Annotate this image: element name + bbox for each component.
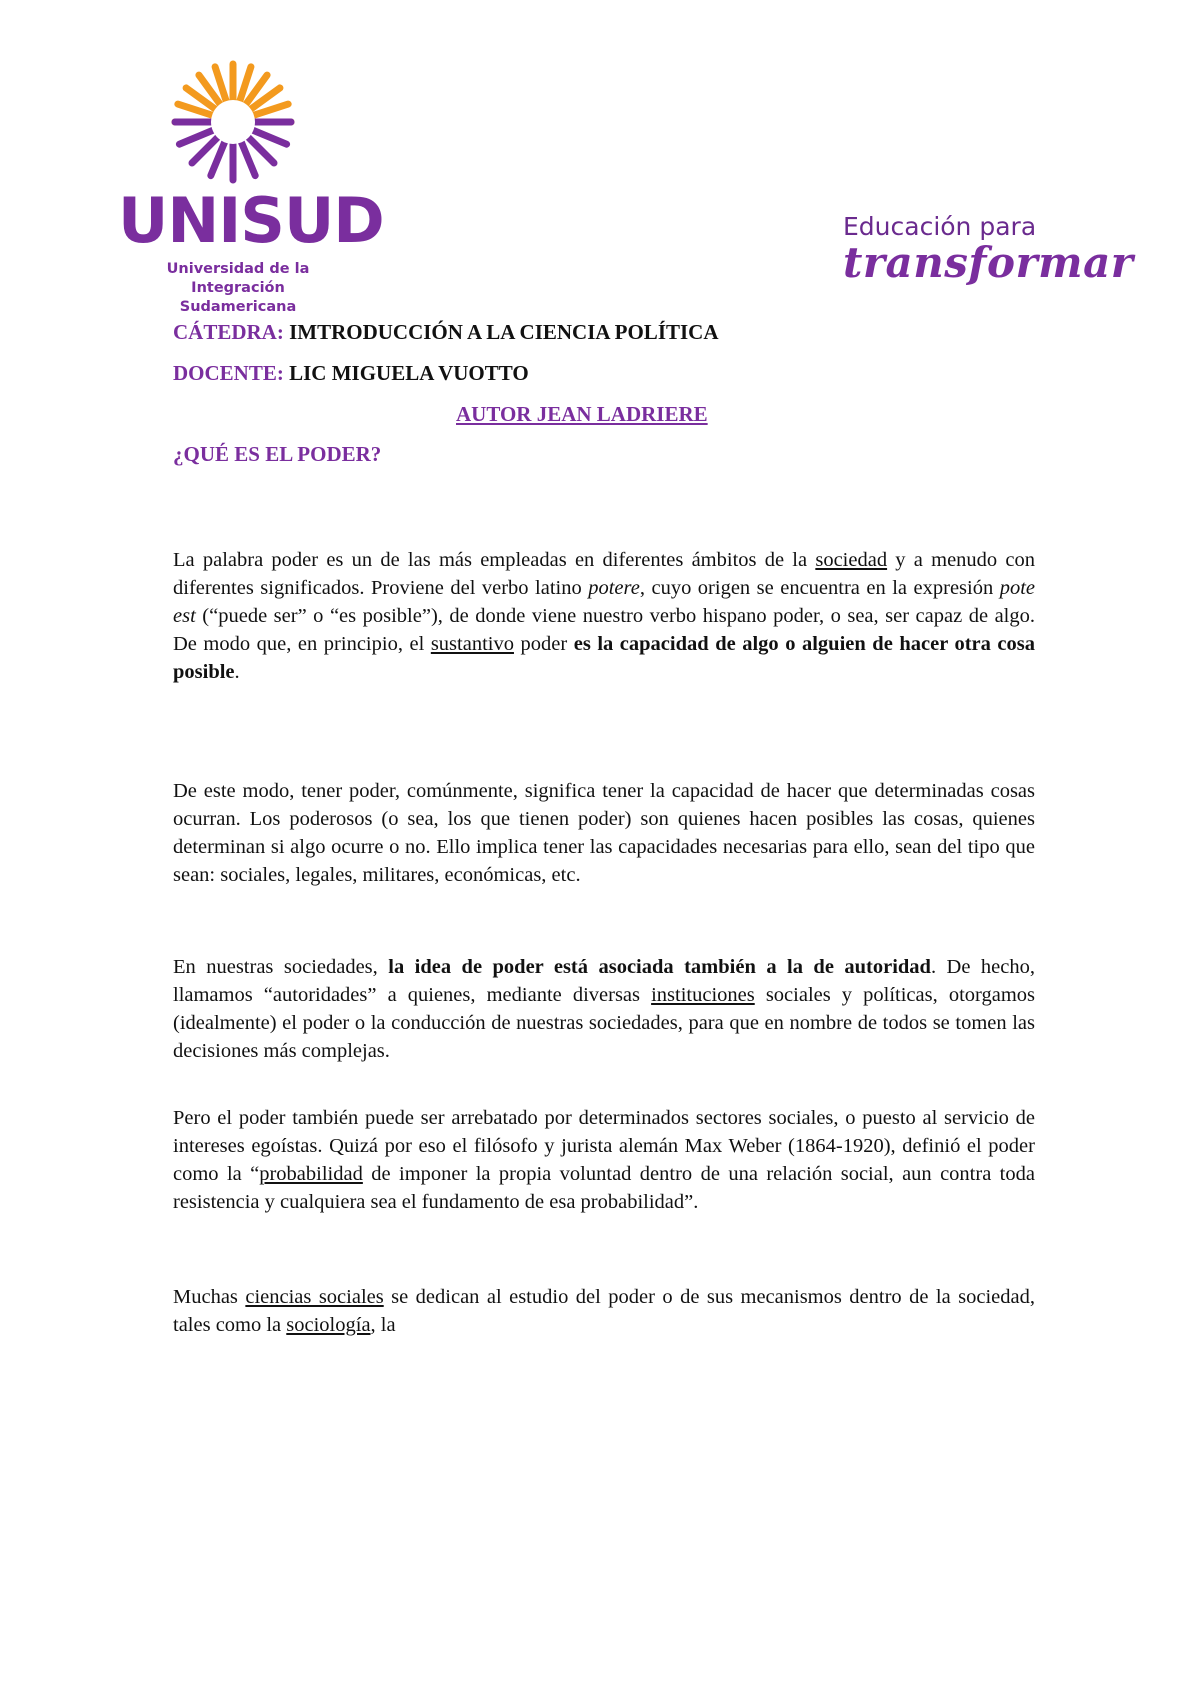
p3-text-a: En nuestras sociedades,: [173, 956, 389, 978]
p1-text-f: .: [234, 661, 240, 683]
p3-text-c: sociales y políticas, otorgamos (idealmente) el poder o la conducción de nuestras sociedades, para que en nombre de todos se tomen las decisiones más complejas.: [173, 984, 1035, 1062]
paragraph-5: [173, 1283, 1035, 1339]
link-sustantivo[interactable]: sustantivo: [430, 633, 514, 655]
p1-bold: es la capacidad de algo o alguien de hacer otra cosa posible: [173, 633, 1035, 683]
logo-brand-name: UNISUD: [118, 184, 384, 257]
docente-line: [173, 360, 529, 386]
sun-ray-purple: [211, 142, 225, 175]
p5-text-a: Muchas: [173, 1286, 246, 1308]
link-sociologia[interactable]: sociología: [286, 1314, 371, 1336]
sun-center: [211, 100, 255, 144]
paragraph-3: [173, 953, 1035, 1065]
catedra-value: IMTRODUCCIÓN A LA CIENCIA POLÍTICA: [289, 320, 719, 344]
paragraph-1: [173, 546, 1035, 686]
logo-subtitle-line2: Sudamericana: [179, 299, 297, 315]
p1-text-b: y a menudo con diferentes significados. Proviene del verbo latino: [173, 549, 1036, 599]
slogan-line1: Educación para: [843, 212, 1037, 241]
docente-label: DOCENTE:: [173, 361, 284, 385]
sun-ray-purple: [249, 138, 274, 163]
sun-logo-icon: [168, 56, 298, 186]
docente-value: LIC MIGUELA VUOTTO: [289, 361, 529, 385]
catedra-line: [173, 319, 719, 345]
p1-text-e: poder: [513, 633, 574, 655]
p5-text-b: se dedican al estudio del poder o de sus mecanismos dentro de la sociedad, tales como la: [173, 1286, 1035, 1336]
p1-text-a: La palabra poder es un de las más empleadas en diferentes ámbitos de la: [173, 549, 816, 571]
logo-subtitle-line1: Universidad de la Integración: [166, 261, 310, 296]
p1-text-d: (“puede ser” o “es posible”), de donde viene nuestro verbo hispano poder, o sea, ser capaz de algo. De modo que, en principio, el: [173, 605, 1035, 655]
p5-text-c: , la: [370, 1314, 396, 1336]
link-instituciones[interactable]: instituciones: [651, 984, 755, 1006]
question-heading: ¿QUÉ ES EL PODER?: [173, 442, 382, 466]
p4-text-b: de imponer la propia voluntad dentro de una relación social, aun contra toda resistencia y cualquiera sea el fundamento de esa probabilidad”.: [173, 1163, 1035, 1213]
catedra-label: CÁTEDRA:: [173, 320, 284, 344]
p4-text-a: Pero el poder también puede ser arrebatado por determinados sectores sociales, o puesto al servicio de intereses egoístas. Quizá por eso el filósofo y jurista alemán Max Weber (1864-1920), definió el poder como la “: [173, 1107, 1035, 1185]
logo-subtitle: [118, 260, 358, 317]
slogan-line2: transformar: [843, 238, 1134, 287]
slogan: [843, 212, 1134, 287]
author-heading: AUTOR JEAN LADRIERE: [456, 402, 708, 426]
p1-text-c: , cuyo origen se encuentra en la expresión: [639, 577, 1000, 599]
link-probabilidad[interactable]: probabilidad: [259, 1163, 363, 1185]
sun-ray-purple: [241, 142, 255, 175]
sun-ray-purple: [253, 130, 286, 144]
sun-ray-purple: [179, 130, 212, 144]
p1-italic-potere: potere: [588, 577, 640, 599]
paragraph-2: De este modo, tener poder, comúnmente, significa tener la capacidad de hacer que determinadas cosas ocurran. Los poderosos (o sea, los que tienen poder) son quienes hacen posibles las cosas, quienes determinan si algo ocurre o no. Ello implica tener las capacidades necesarias para ello, sean del tipo que sean: sociales, legales, militares, económicas, etc.: [173, 780, 1035, 886]
p1-italic-pote-est: pote est: [173, 577, 1035, 627]
paragraph-4: [173, 1104, 1035, 1216]
p3-bold: la idea de poder está asociada también a la de autoridad: [388, 956, 931, 978]
p3-text-b: . De hecho, llamamos “autoridades” a quienes, mediante diversas: [173, 956, 1035, 1006]
link-sociedad[interactable]: sociedad: [815, 549, 888, 571]
link-ciencias-sociales[interactable]: ciencias sociales: [245, 1286, 384, 1308]
sun-ray-purple: [192, 138, 217, 163]
